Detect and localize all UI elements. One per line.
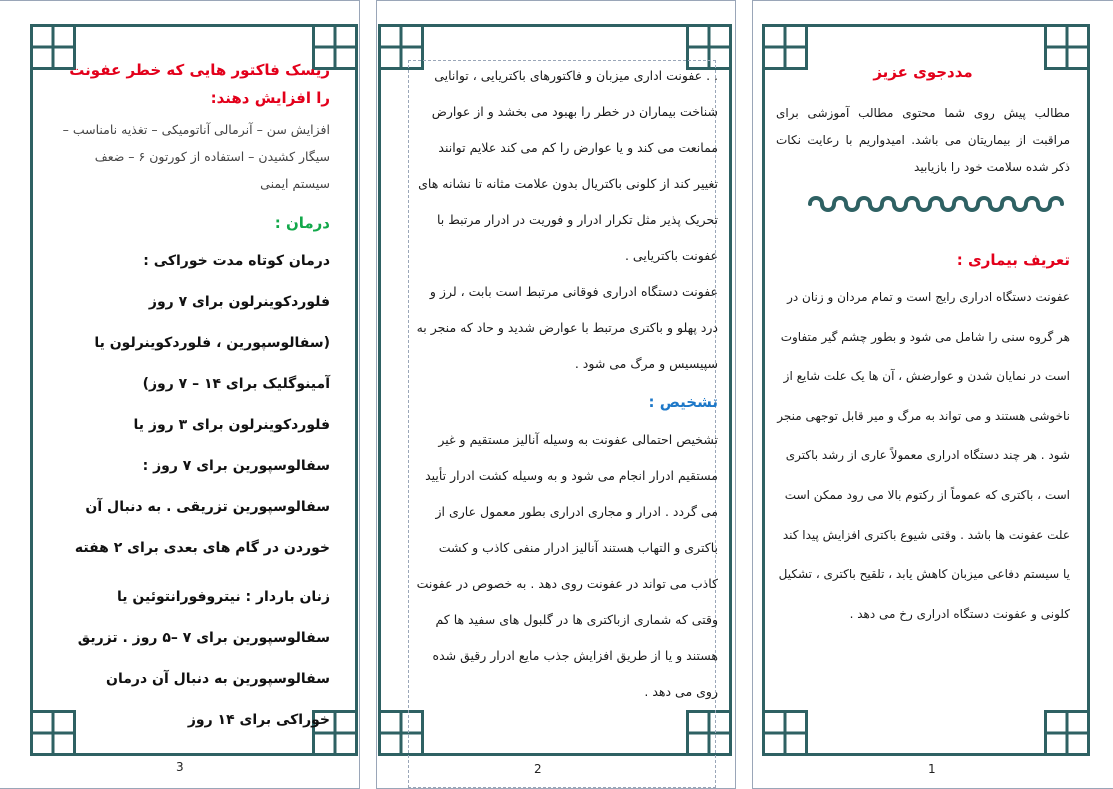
page-number-1: 1	[928, 762, 936, 776]
risk-factors-text: افزایش سن – آنرمالی آناتومیکی – تغذیه نامناسب – سیگار کشیدن – استفاده از کورتون ۶ – ضعف سیستم ایمنی	[62, 122, 330, 191]
treatment-pregnant-women-text: زنان باردار : نیتروفورانتوئین یا سفالوسپورین برای ۷ –۵ روز . تزریق سفالوسپورین به دنبال آن درمان خوراکی برای ۱۴ روز	[77, 589, 330, 728]
page-1-intro-text: مطالب پیش روی شما محتوی مطالب آموزشی برای مراقبت از بیماریتان می باشد. امیدواریم با رعایت نکات ذکر شده سلامت خود را بازیابید	[776, 106, 1070, 174]
risk-factors-heading: ریسک فاکتور هایی که خطر عفونت را افزایش دهند:	[69, 61, 330, 107]
frame-corner-ornament-icon	[762, 710, 808, 756]
diagnosis-text: تشخیص احتمالی عفونت به وسیله آنالیز مستقیم و غیر مستقیم ادرار انجام می شود و به وسیله کشت ادرار تأیید می گردد . ادرار و مجاری ادراری بطور معمول عاری از باکتری و التهاب هستند آنالیز ادرار منفی کاذب و کشت کاذب می تواند در عفونت روی دهد . به خصوص در عفونت وقتی که شماری ازباکتری ها در گلبول های سفید ها کم هستند و یا از طریق افزایش جذب مایع ادرار رقیق شده روی می دهد .	[416, 432, 718, 699]
wave-ornament-icon	[806, 193, 1066, 215]
definition-heading: تعریف بیماری :	[956, 251, 1070, 269]
page-2-upper-uti-text: عفونت دستگاه ادراری فوقانی مرتبط است بابت ، لرز و درد پهلو و باکتری مرتبط با عوارض شدید و حاد که منجر به سپیسیس و مرگ می شود .	[416, 284, 718, 371]
treatment-short-term-text: درمان کوتاه مدت خوراکی : فلوردکوینرلون برای ۷ روز (سفالوسپورین ، فلوردکوینرلون یا آمینوگلیک برای ۱۴ – ۷ روز) فلوردکوینرلون برای ۳ روز یا سفالوسپورین برای ۷ روز : سفالوسپورین تزریقی . به دنبال آن خوردن در گام های بعدی برای ۲ هفته	[74, 253, 330, 556]
page-1-title: مددجوی عزیز	[873, 63, 973, 81]
definition-text: عفونت دستگاه ادراری رایج است و تمام مردان و زنان در هر گروه سنی را شامل می شود و بطور چشم گیر متفاوت است در نمایان شدن و عوارضش ، آن ها یک علت شایع از ناخوشی هستند و می تواند به مرگ و میر قابل توجهی منجر شود . هر چند دستگاه ادراری معمولاً عاری از رشد باکتری است ، باکتری که عموماً از رکتوم بالا می رود ممکن است علت عفونت ها باشد . وقتی شیوع باکتری افزایش پیدا کند یا سیستم دفاعی میزبان کاهش یابد ، تلقیح باکتری ، تشکیل کلونی و عفونت دستگاه ادراری رخ می دهد .	[777, 290, 1070, 621]
page-2-intro-text: . . عفونت اداری میزبان و فاکتورهای باکتریایی ، توانایی شناخت بیماران در خطر را بهبود می بخشد و از عوارض ممانعت می کند و یا عوارض را کم می کند علایم توانند تغییر کند از کلونی باکتریال بدون علامت مثانه تا نشانه های تحریک پذیر مثل تکرار ادرار و فوریت در ادرار مرتبط با عفونت باکتریایی .	[418, 68, 718, 263]
page-number-2: 2	[534, 762, 542, 776]
diagnosis-heading: تشخیص :	[648, 393, 718, 411]
page-1-definition-section	[776, 246, 1070, 634]
frame-corner-ornament-icon	[1044, 710, 1090, 756]
treatment-heading: درمان :	[274, 214, 330, 232]
page-3-content	[62, 56, 330, 741]
page-2-content	[412, 58, 718, 710]
page-number-3: 3	[176, 760, 184, 774]
page-1-content	[776, 60, 1070, 181]
